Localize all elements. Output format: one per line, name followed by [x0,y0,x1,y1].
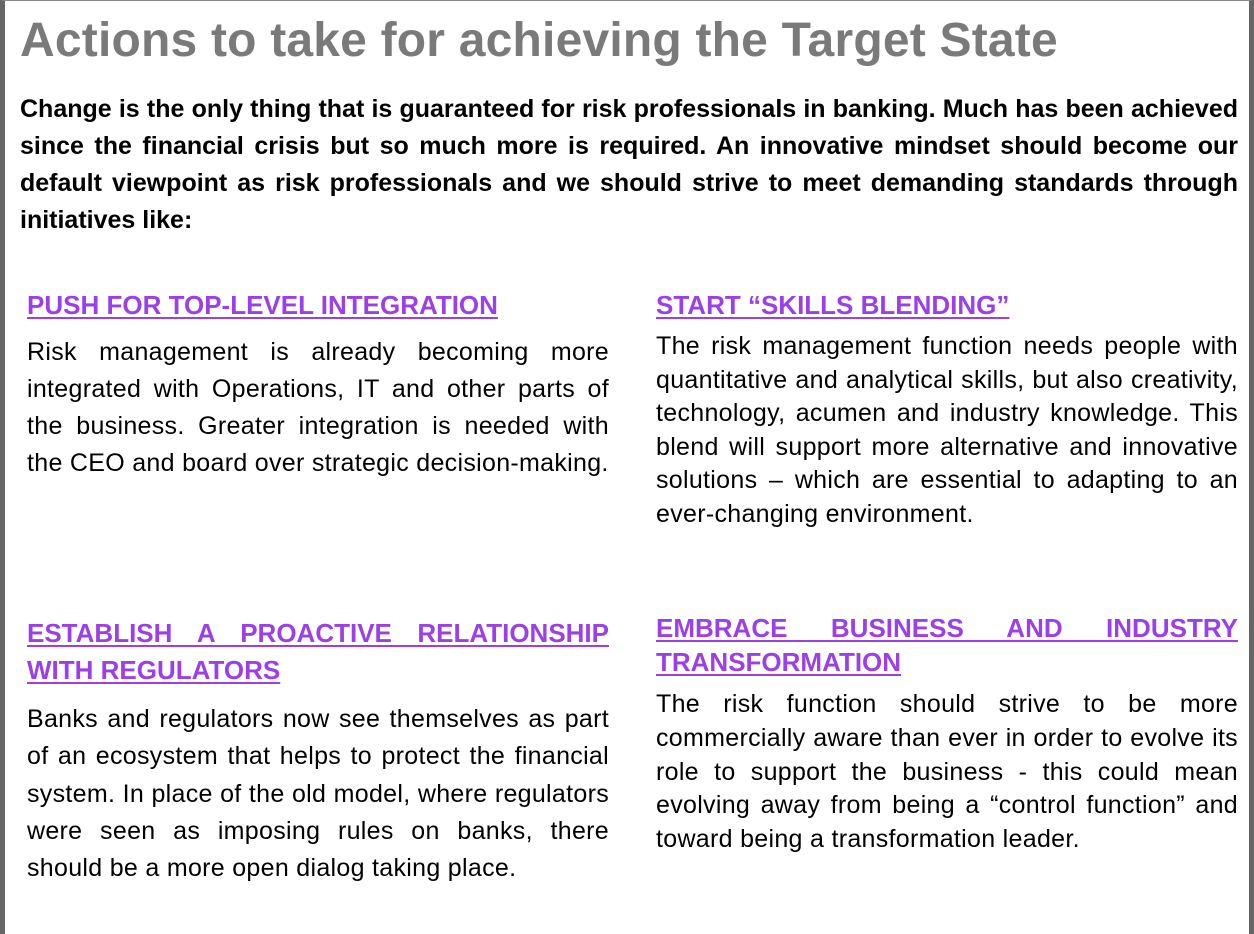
section-business-transformation [656,611,1238,857]
section-body: The risk function should strive to be more commercially aware than ever in order to evolve its role to support the business - this could mean evolving away from being a “control function” and toward being a transformation leader. [656,690,1238,854]
section-body: Banks and regulators now see themselves as part of an ecosystem that helps to protect the financial system. In place of the old model, where regulators were seen as imposing rules on banks, there should be a more open dialog taking place. [27,705,609,883]
section-heading: EMBRACE BUSINESS AND INDUSTRY TRANSFORMATION [656,613,1238,677]
section-skills-blending [656,287,1238,531]
section-body: The risk management function needs people with quantitative and analytical skills, but also creativity, technology, acumen and industry knowledge. This blend will support more alternative and innovative solutions – which are essential to adapting to an ever-changing environment. [656,332,1238,528]
section-heading: START “SKILLS BLENDING” [656,290,1010,320]
section-heading: PUSH FOR TOP-LEVEL INTEGRATION [27,290,498,320]
section-heading: ESTABLISH A PROACTIVE RELATIONSHIP WITH REGULATORS [27,618,609,685]
section-regulators-relationship [27,615,609,887]
section-body: Risk management is already becoming more integrated with Operations, IT and other parts of the business. Greater integration is needed with the CEO and board over strategic decision-making. [27,338,609,477]
section-top-level-integration [27,287,609,482]
intro-paragraph: Change is the only thing that is guaranteed for risk professionals in banking. Much has been achieved since the financial crisis but so much more is required. An innovative mindset should become our default viewpoint as risk professionals and we should strive to meet demanding standards through initiatives like: [20,95,1238,234]
page-title: Actions to take for achieving the Target State [20,14,1058,67]
